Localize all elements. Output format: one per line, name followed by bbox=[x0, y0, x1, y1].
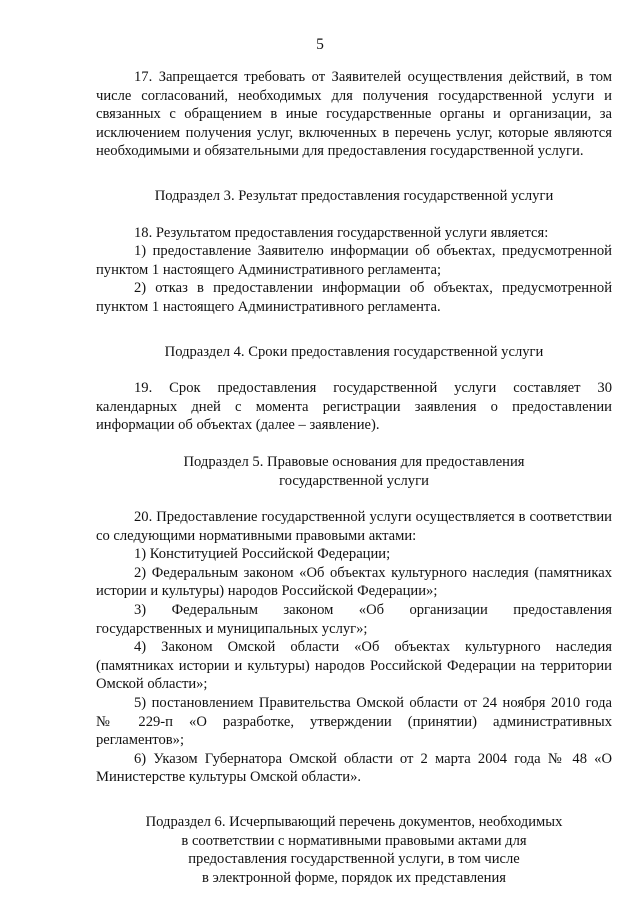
paragraph-18: 18. Результатом предоставления государственной услуги является: bbox=[134, 224, 549, 241]
subsection-3-heading: Подраздел 3. Результат предоставления государственной услуги bbox=[154, 187, 554, 204]
paragraph-19: 19. Срок предоставления государственной услуги составляет 30 календарных дней с момента регистрации заявления о предоставлении информации об объектах (далее – заявление). bbox=[96, 380, 612, 434]
paragraph-20-item-5: 5) постановлением Правительства Омской области от 24 ноября 2010 года № 229-п «О разработке, утверждении (принятии) административных регламентов»; bbox=[96, 695, 612, 749]
paragraph-20-item-2: 2) Федеральным законом «Об объектах культурного наследия (памятниках истории и культуры) народов Российской Федерации»; bbox=[96, 564, 612, 600]
paragraph-20-item-1: 1) Конституцией Российской Федерации; bbox=[134, 546, 391, 563]
paragraph-17: 17. Запрещается требовать от Заявителей осуществления действий, в том числе согласований, необходимых для получения государственной услуги и связанных с обращением в иные государственные органы и организации, за исключением получения услуг, включенных в перечень услуг, которые являются необходимыми и обязательными для предоставления государственной услуги. bbox=[96, 69, 612, 160]
page-number: 5 bbox=[316, 36, 324, 53]
subsection-5-heading bbox=[96, 453, 612, 490]
paragraph-20: 20. Предоставление государственной услуги осуществляется в соответствии со следующими нормативными правовыми актами: bbox=[96, 509, 612, 544]
subsection-5-heading-line-2: государственной услуги bbox=[279, 472, 429, 489]
paragraph-18-item-2: 2) отказ в предоставлении информации об объектах, предусмотренной пунктом 1 настоящего Административного регламента. bbox=[96, 280, 612, 315]
subsection-6-heading-line-1: Подраздел 6. Исчерпывающий перечень документов, необходимых bbox=[145, 814, 563, 830]
subsection-6-heading bbox=[96, 813, 612, 887]
subsection-6-heading-line-2: в соответствии с нормативными правовыми актами для bbox=[181, 832, 527, 849]
paragraph-18-item-1: 1) предоставление Заявителю информации об объектах, предусмотренной пунктом 1 настоящего Административного регламента; bbox=[96, 243, 612, 278]
paragraph-20-item-6: 6) Указом Губернатора Омской области от 2 марта 2004 года № 48 «О Министерстве культуры Омской области». bbox=[96, 750, 612, 786]
subsection-6-heading-line-4: в электронной форме, порядок их представления bbox=[201, 869, 506, 886]
subsection-6-heading-line-3: предоставления государственной услуги, в том числе bbox=[188, 851, 520, 868]
subsection-5-heading-line-1: Подраздел 5. Правовые основания для предоставления bbox=[183, 453, 525, 470]
document-body bbox=[96, 68, 612, 887]
subsection-4-heading: Подраздел 4. Сроки предоставления государственной услуги bbox=[164, 343, 544, 360]
paragraph-20-item-3: 3) Федеральным законом «Об организации предоставления государственных и муниципальных услуг»; bbox=[96, 602, 612, 637]
paragraph-20-item-4: 4) Законом Омской области «Об объектах культурного наследия (памятниках истории и культуры) народов Российской Федерации на территории Омской области»; bbox=[96, 639, 612, 693]
